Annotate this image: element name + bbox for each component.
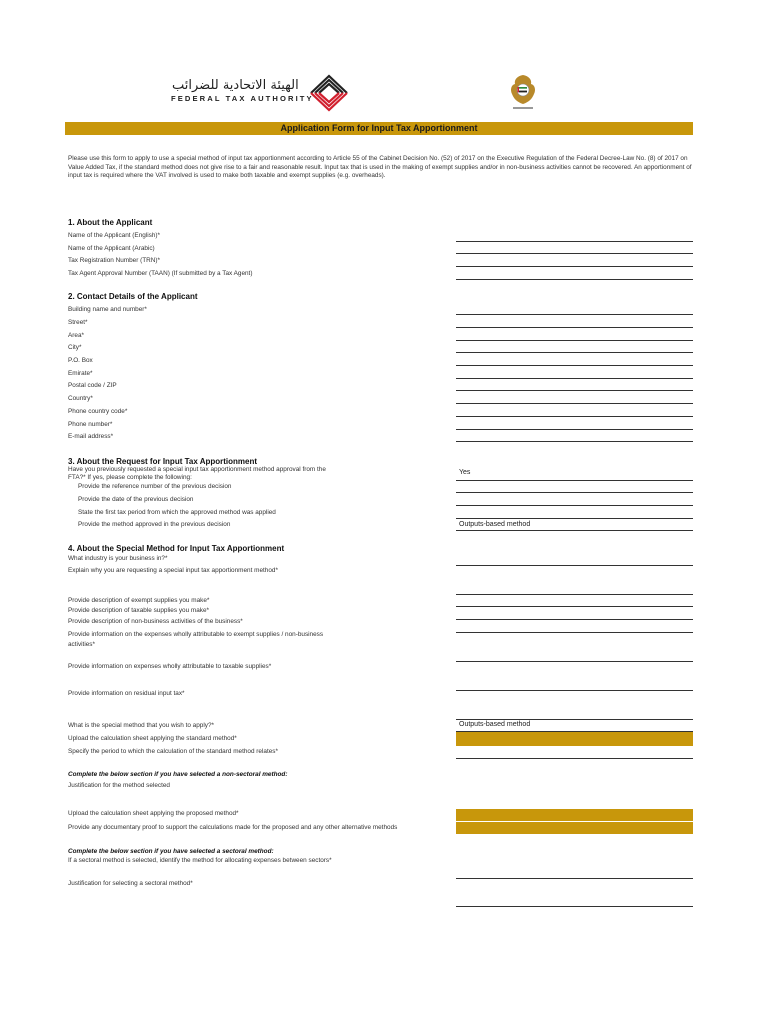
field-label-first-tax-period: State the first tax period from which the approved method was applied [78,509,276,516]
field-label-postal-code: Postal code / ZIP [68,382,117,389]
fta-logo-english-text: FEDERAL TAX AUTHORITY [171,94,314,103]
previous-request-value[interactable]: Yes [459,469,471,476]
form-title: Application Form for Input Tax Apportionment [65,122,693,135]
input-building[interactable] [456,314,693,315]
input-sectoral-identify[interactable] [456,878,693,879]
non-sectoral-note: Complete the below section if you have selected a non-sectoral method: [68,771,288,778]
fta-logo-arabic-text: الهيئة الاتحادية للضرائب [172,78,299,93]
field-label-street: Street* [68,319,88,326]
input-non-business[interactable] [456,632,693,633]
approved-method-value[interactable]: Outputs-based method [459,521,531,528]
input-po-box[interactable] [456,365,693,366]
field-label-justification: Justification for the method selected [68,782,170,789]
section-4-heading: 4. About the Special Method for Input Tax Apportionment [68,544,285,553]
field-label-po-box: P.O. Box [68,357,93,364]
question-previous-request-line1: Have you previously requested a special input tax apportionment method approval from the [68,466,326,473]
field-label-expenses-exempt-line2: activities* [68,641,95,648]
field-label-reference-number: Provide the reference number of the previous decision [78,483,232,490]
input-explain-request[interactable] [456,594,693,595]
input-country[interactable] [456,403,693,404]
input-expenses-taxable[interactable] [456,690,693,691]
input-trn[interactable] [456,266,693,267]
field-label-area: Area* [68,332,84,339]
field-label-taan: Tax Agent Approval Number (TAAN) (If submitted by a Tax Agent) [68,270,253,277]
special-method-value[interactable]: Outputs-based method [459,721,531,728]
input-taan[interactable] [456,279,693,280]
field-label-email: E-mail address* [68,433,114,440]
fta-logo-icon [305,73,353,113]
input-phone-number[interactable] [456,429,693,430]
input-sectoral-justification[interactable] [456,906,693,907]
input-street[interactable] [456,327,693,328]
input-reference-number[interactable] [456,492,693,493]
input-name-arabic[interactable] [456,253,693,254]
field-label-trn: Tax Registration Number (TRN)* [68,257,160,264]
input-approved-method[interactable] [456,530,693,531]
field-label-expenses-taxable: Provide information on expenses wholly attributable to taxable supplies* [68,663,272,670]
field-label-approved-method: Provide the method approved in the previous decision [78,521,231,528]
input-expenses-exempt[interactable] [456,661,693,662]
question-previous-request-line2: FTA?* If yes, please complete the following: [68,474,192,481]
field-label-sectoral-identify: If a sectoral method is selected, identify the method for allocating expenses between sectors* [68,857,332,864]
input-name-english[interactable] [456,241,693,242]
intro-paragraph: Please use this form to apply to use a special method of input tax apportionment according to Article 55 of the Cabinet Decision No. (52) of 2017 on the Executive Regulation of the Federal Decree-Law No. (8) of 2017 on Value Added Tax, if the standard method does not give rise to a fair and reasonable result. Input tax that is used in the making of exempt supplies and/or in non-business activities cannot be recovered. An apportionment of input tax is required where the VAT involved is used to make both taxable and exempt supplies (e.g. overheads). [68,155,692,179]
input-email[interactable] [456,441,693,442]
input-exempt-supplies[interactable] [456,606,693,607]
input-industry[interactable] [456,565,693,566]
input-area[interactable] [456,340,693,341]
input-emirate[interactable] [456,378,693,379]
upload-standard-field[interactable] [456,732,693,746]
field-label-city: City* [68,344,82,351]
field-label-explain-request: Explain why you are requesting a special input tax apportionment method* [68,567,278,574]
field-label-expenses-exempt-line1: Provide information on the expenses wholly attributable to exempt supplies / non-business [68,631,324,638]
field-label-phone-number: Phone number* [68,421,113,428]
field-label-phone-country-code: Phone country code* [68,408,128,415]
field-label-industry: What industry is your business in?* [68,555,168,562]
section-1-heading: 1. About the Applicant [68,218,153,227]
field-label-name-arabic: Name of the Applicant (Arabic) [68,245,155,252]
input-previous-decision-date[interactable] [456,505,693,506]
upload-proposed-field[interactable] [456,809,693,821]
field-label-exempt-supplies: Provide description of exempt supplies you make* [68,597,210,604]
section-2-heading: 2. Contact Details of the Applicant [68,292,198,301]
input-city[interactable] [456,352,693,353]
documentary-proof-field[interactable] [456,822,693,834]
field-label-special-method: What is the special method that you wish to apply?* [68,722,214,729]
field-label-documentary-proof: Provide any documentary proof to support the calculations made for the proposed and any other alternative methods [68,824,398,831]
input-period-standard[interactable] [456,758,693,759]
input-residual[interactable] [456,719,693,720]
input-previous-request[interactable] [456,480,693,481]
field-label-name-english: Name of the Applicant (English)* [68,232,161,239]
input-postal-code[interactable] [456,390,693,391]
input-first-tax-period[interactable] [456,518,693,519]
field-label-building: Building name and number* [68,306,147,313]
field-label-upload-proposed: Upload the calculation sheet applying the proposed method* [68,810,239,817]
field-label-residual: Provide information on residual input tax* [68,690,185,697]
uae-emblem-icon [506,72,540,114]
field-label-upload-standard: Upload the calculation sheet applying the standard method* [68,735,237,742]
field-label-emirate: Emirate* [68,370,93,377]
sectoral-note: Complete the below section if you have selected a sectoral method: [68,848,274,855]
input-phone-country-code[interactable] [456,416,693,417]
field-label-period-standard: Specify the period to which the calculation of the standard method relates* [68,748,278,755]
input-taxable-supplies[interactable] [456,619,693,620]
field-label-country: Country* [68,395,93,402]
field-label-sectoral-justification: Justification for selecting a sectoral method* [68,880,193,887]
section-3-heading: 3. About the Request for Input Tax Apportionment [68,457,258,466]
field-label-non-business: Provide description of non-business activities of the business* [68,618,243,625]
field-label-previous-decision-date: Provide the date of the previous decision [78,496,194,503]
field-label-taxable-supplies: Provide description of taxable supplies you make* [68,607,210,614]
